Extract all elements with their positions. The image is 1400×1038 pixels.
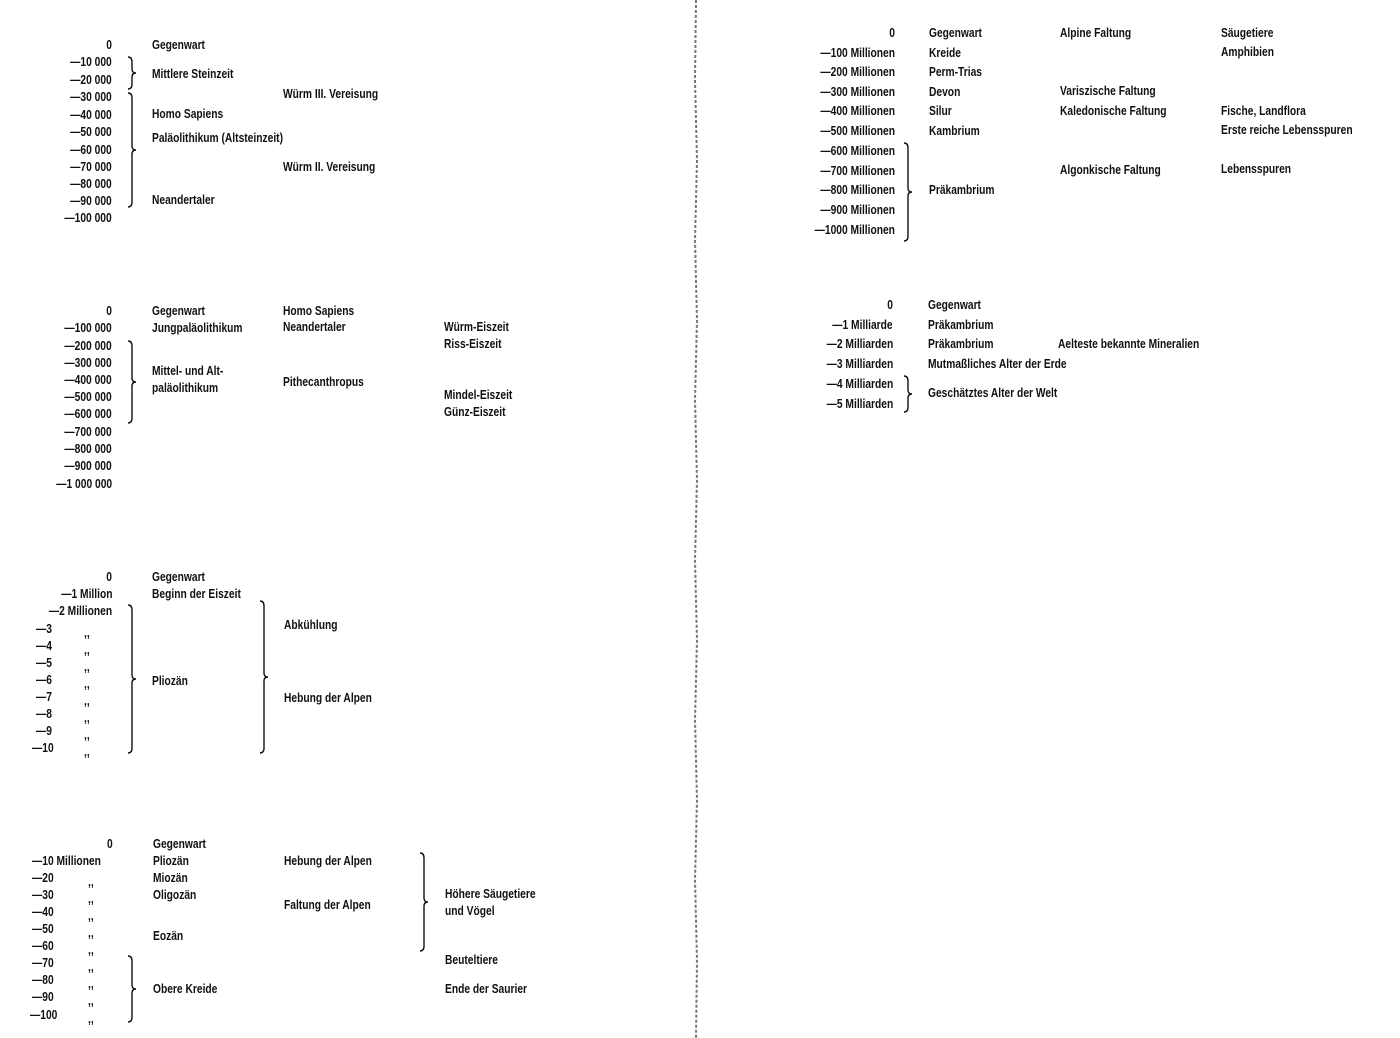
brace-icon	[256, 600, 270, 754]
event-label: Günz-Eiszeit	[444, 405, 506, 419]
brace-icon	[416, 852, 430, 952]
time-label: —9	[36, 724, 52, 738]
time-label: —1 Million	[60, 587, 112, 601]
time-label: 0	[107, 837, 113, 851]
era-label: Kreide	[929, 46, 961, 60]
time-label: —900 Millionen	[820, 203, 895, 217]
time-label: —3	[36, 622, 52, 636]
time-label: —700 Millionen	[820, 164, 895, 178]
era-label: Gegenwart	[153, 837, 206, 851]
ditto-mark: ,,	[84, 626, 90, 640]
species-label: Pithecanthropus	[283, 375, 364, 389]
ditto-mark: ,,	[84, 660, 90, 674]
time-label: —5 Milliarden	[826, 397, 893, 411]
era-label: Präkambrium	[928, 337, 994, 351]
species-label: Ende der Saurier	[445, 982, 528, 996]
time-label: —800 Millionen	[820, 183, 895, 197]
event-label: Hebung der Alpen	[284, 691, 372, 705]
species-label: Beuteltiere	[445, 953, 498, 967]
time-label: —4 Milliarden	[826, 377, 893, 391]
ditto-mark: ,,	[88, 960, 94, 974]
ditto-mark: ,,	[88, 943, 94, 957]
life-label: Amphibien	[1221, 45, 1274, 59]
ditto-mark: ,,	[84, 711, 90, 725]
era-label: Gegenwart	[152, 570, 205, 584]
life-label: Fische, Landflora	[1221, 104, 1306, 118]
era-label: Gegenwart	[929, 26, 982, 40]
era-label: Kambrium	[929, 124, 980, 138]
life-label: Lebensspuren	[1221, 162, 1292, 176]
time-label: —400 Millionen	[820, 104, 895, 118]
time-label: 0	[887, 298, 893, 312]
time-label: —10 Millionen	[32, 854, 101, 868]
era-label: Präkambrium	[928, 318, 994, 332]
ditto-mark: ,,	[88, 1012, 94, 1026]
event-label: Algonkische Faltung	[1060, 163, 1161, 177]
event-label: Variszische Faltung	[1060, 84, 1156, 98]
era-label: Miozän	[153, 871, 188, 885]
time-label: —40	[32, 905, 54, 919]
time-label: —100 000	[64, 321, 112, 335]
time-label: —60	[32, 939, 54, 953]
era-label: Beginn der Eiszeit	[152, 587, 241, 601]
time-label: —700 000	[64, 425, 112, 439]
ditto-mark: ,,	[88, 977, 94, 991]
life-label: Erste reiche Lebensspuren	[1221, 123, 1353, 137]
event-label: Hebung der Alpen	[284, 854, 372, 868]
time-label: —1 000 000	[56, 477, 112, 491]
time-label: —40 000	[70, 108, 112, 122]
time-label: —60 000	[70, 143, 112, 157]
era-label: Mittel- und Alt-	[152, 364, 224, 378]
era-label: Gegenwart	[928, 298, 981, 312]
event-label: Mutmaßliches Alter der Erde	[928, 357, 1067, 371]
ditto-mark: ,,	[84, 728, 90, 742]
species-label: und Vögel	[445, 904, 495, 918]
time-label: 0	[889, 26, 895, 40]
event-label: Aelteste bekannte Mineralien	[1058, 337, 1200, 351]
time-label: —10 000	[70, 55, 112, 69]
brace-icon	[124, 604, 138, 754]
brace-icon	[124, 955, 138, 1023]
era-label: Devon	[929, 85, 961, 99]
time-label: —300 000	[64, 356, 112, 370]
time-label: —100	[30, 1008, 58, 1022]
event-label: Würm III. Vereisung	[283, 87, 379, 101]
era-label: Neandertaler	[152, 193, 215, 207]
time-label: —600 000	[64, 407, 112, 421]
era-label: Präkambrium	[929, 183, 995, 197]
event-label: Geschätztes Alter der Welt	[928, 386, 1058, 400]
era-label: Obere Kreide	[153, 982, 218, 996]
life-label: Säugetiere	[1221, 26, 1274, 40]
era-label: Gegenwart	[152, 304, 205, 318]
time-label: —80	[32, 973, 54, 987]
time-label: —300 Millionen	[820, 85, 895, 99]
time-label: —600 Millionen	[820, 144, 895, 158]
time-label: 0	[106, 304, 112, 318]
event-label: Würm II. Vereisung	[283, 160, 376, 174]
era-label: Perm-Trias	[929, 65, 982, 79]
time-label: —500 000	[64, 390, 112, 404]
right-page	[700, 0, 1400, 1038]
event-label: Mindel-Eiszeit	[444, 388, 513, 402]
species-label: Neandertaler	[283, 320, 346, 334]
time-label: —800 000	[64, 442, 112, 456]
ditto-mark: ,,	[88, 994, 94, 1008]
time-label: —50	[32, 922, 54, 936]
time-label: —3 Milliarden	[826, 357, 893, 371]
time-label: —500 Millionen	[820, 124, 895, 138]
time-label: —30	[32, 888, 54, 902]
era-label: Paläolithikum (Altsteinzeit)	[152, 131, 283, 145]
time-label: —2 Milliarden	[826, 337, 893, 351]
species-label: Höhere Säugetiere	[445, 887, 536, 901]
time-label: —400 000	[64, 373, 112, 387]
time-label: —5	[36, 656, 52, 670]
era-label: Eozän	[153, 929, 184, 943]
ditto-mark: ,,	[88, 875, 94, 889]
time-label: —2 Millionen	[48, 604, 112, 618]
time-label: —200 Millionen	[820, 65, 895, 79]
time-label: —70	[32, 956, 54, 970]
ditto-mark: ,,	[84, 643, 90, 657]
era-label: Pliozän	[152, 674, 188, 688]
time-label: —100 000	[64, 211, 112, 225]
time-label: —70 000	[70, 160, 112, 174]
era-label: Homo Sapiens	[152, 107, 224, 121]
brace-icon	[900, 375, 914, 413]
era-label: paläolithikum	[152, 381, 219, 395]
time-label: —30 000	[70, 90, 112, 104]
brace-icon	[124, 56, 138, 90]
time-label: —100 Millionen	[820, 46, 895, 60]
ditto-mark: ,,	[84, 677, 90, 691]
species-label: Homo Sapiens	[283, 304, 355, 318]
time-label: —8	[36, 707, 52, 721]
brace-icon	[124, 92, 138, 208]
time-label: —1 Milliarde	[832, 318, 893, 332]
event-label: Faltung der Alpen	[284, 898, 371, 912]
time-label: —900 000	[64, 459, 112, 473]
time-label: —1000 Millionen	[814, 223, 895, 237]
ditto-mark: ,,	[88, 926, 94, 940]
time-label: —4	[36, 639, 52, 653]
event-label: Abkühlung	[284, 618, 338, 632]
era-label: Gegenwart	[152, 38, 205, 52]
time-label: 0	[106, 38, 112, 52]
time-label: —20 000	[70, 73, 112, 87]
time-label: —200 000	[64, 339, 112, 353]
era-label: Oligozän	[153, 888, 197, 902]
time-label: —50 000	[70, 125, 112, 139]
ditto-mark: ,,	[84, 694, 90, 708]
event-label: Riss-Eiszeit	[444, 337, 502, 351]
time-label: 0	[106, 570, 112, 584]
time-label: —90	[32, 990, 54, 1004]
time-label: —10	[32, 741, 54, 755]
ditto-mark: ,,	[84, 745, 90, 759]
time-label: —80 000	[70, 177, 112, 191]
era-label: Pliozän	[153, 854, 189, 868]
time-label: —90 000	[70, 194, 112, 208]
time-label: —7	[36, 690, 52, 704]
ditto-mark: ,,	[88, 892, 94, 906]
time-label: —6	[36, 673, 52, 687]
time-label: —20	[32, 871, 54, 885]
era-label: Silur	[929, 104, 952, 118]
event-label: Würm-Eiszeit	[444, 320, 509, 334]
event-label: Kaledonische Faltung	[1060, 104, 1167, 118]
brace-icon	[124, 340, 138, 424]
brace-icon	[900, 142, 914, 242]
ditto-mark: ,,	[88, 909, 94, 923]
event-label: Alpine Faltung	[1060, 26, 1132, 40]
era-label: Jungpaläolithikum	[152, 321, 243, 335]
era-label: Mittlere Steinzeit	[152, 67, 234, 81]
